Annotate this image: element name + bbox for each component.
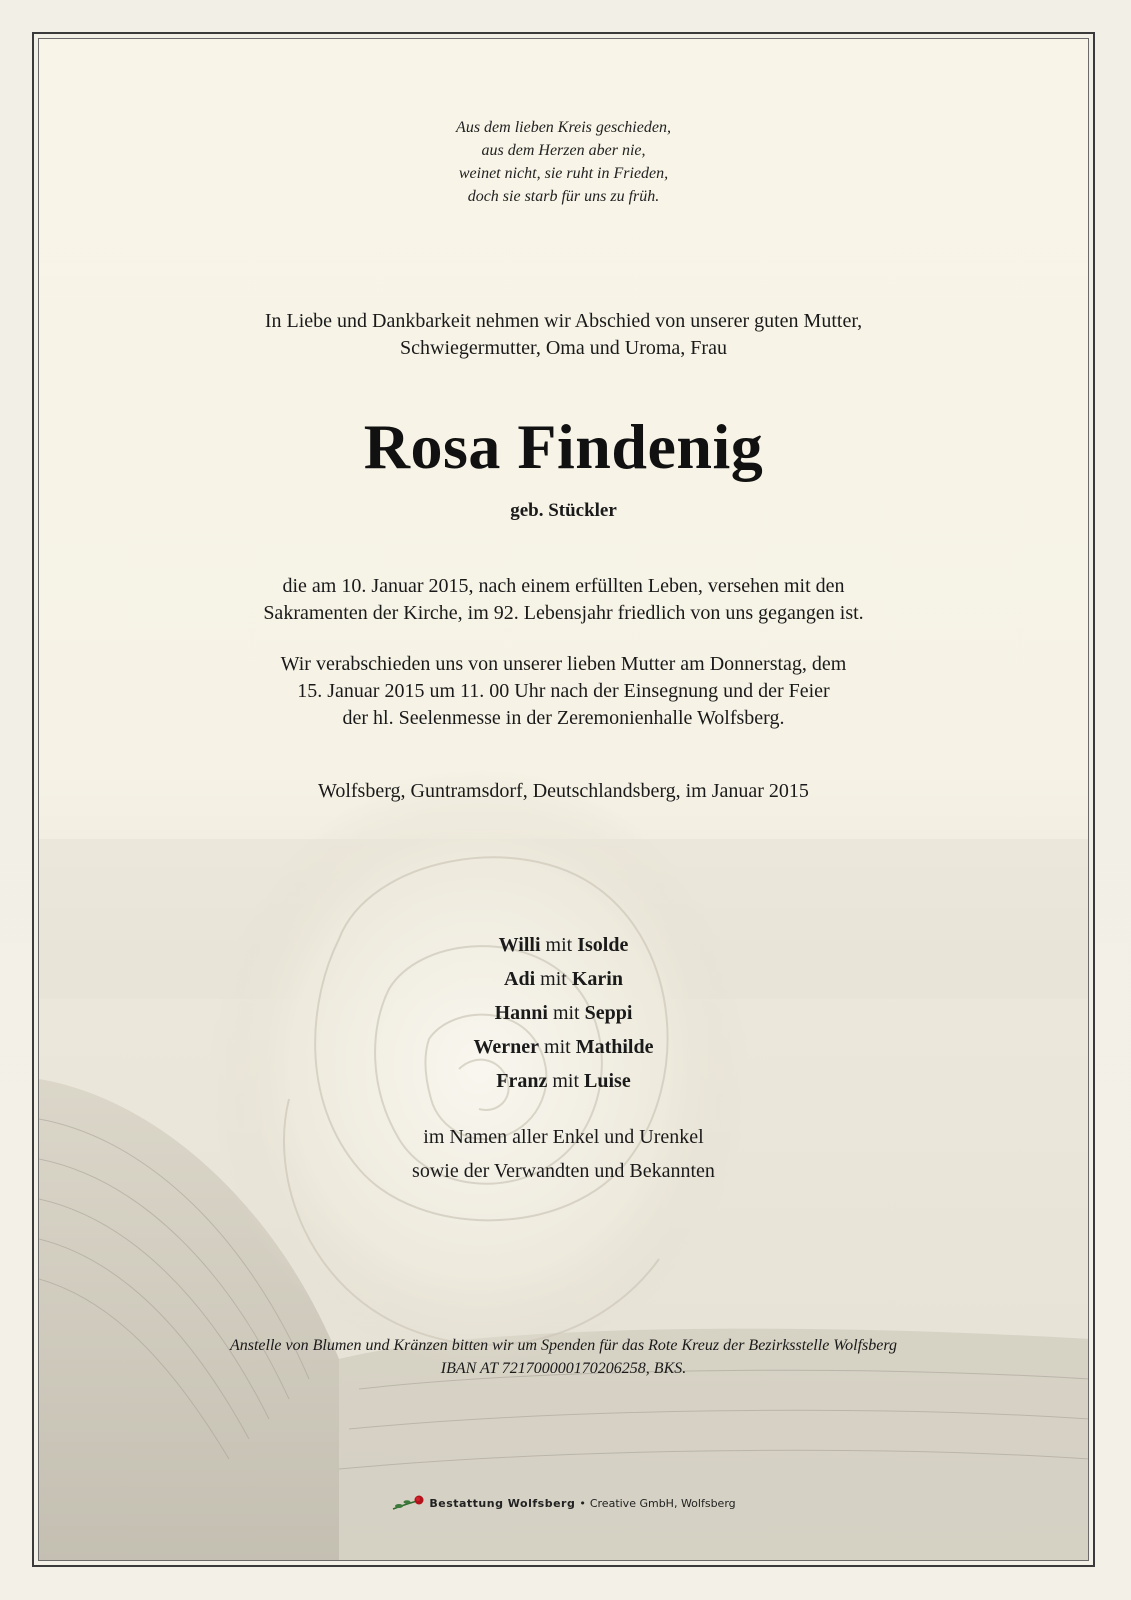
- donation-line: IBAN AT 721700000170206258, BKS.: [440, 1360, 687, 1377]
- mourner-second: Seppi: [584, 1002, 633, 1024]
- mourner-first: Werner: [473, 1036, 540, 1058]
- footer-company: Creative GmbH, Wolfsberg: [589, 1496, 736, 1510]
- rose-logo-icon: [391, 1494, 425, 1512]
- mourner-pair: [38, 1064, 1089, 1098]
- mourner-first: Hanni: [494, 1002, 548, 1024]
- relatives-line: sowie der Verwandten und Bekannten: [412, 1160, 715, 1182]
- mourner-first: Adi: [504, 968, 536, 990]
- mourner-connector: mit: [544, 1036, 571, 1058]
- intro-line: In Liebe und Dankbarkeit nehmen wir Abschied von unserer guten Mutter,: [264, 310, 863, 332]
- verse-line: weinet nicht, sie ruht in Frieden,: [458, 165, 669, 182]
- mourner-first: Willi: [498, 934, 541, 956]
- donation-request: [38, 1334, 1089, 1380]
- deceased-name: Rosa Findenig: [363, 411, 764, 482]
- mourner-second: Mathilde: [575, 1036, 654, 1058]
- mourner-connector: mit: [552, 1002, 580, 1024]
- maiden-name: geb. Stückler: [510, 500, 617, 521]
- intro-line: Schwiegermutter, Oma und Uroma, Frau: [400, 337, 727, 359]
- mourners-list: [38, 928, 1089, 1098]
- death-notice: [38, 573, 1089, 627]
- mourner-connector: mit: [545, 934, 573, 956]
- verse-line: doch sie starb für uns zu früh.: [467, 188, 660, 205]
- mourner-second: Isolde: [577, 934, 629, 956]
- footer-separator: •: [579, 1496, 586, 1510]
- mourner-second: Karin: [571, 968, 623, 990]
- memorial-verse: [38, 116, 1089, 208]
- verse-line: aus dem Herzen aber nie,: [481, 142, 646, 159]
- footer-credit: [38, 1494, 1089, 1512]
- mourner-pair: [38, 1030, 1089, 1064]
- mourner-connector: mit: [552, 1070, 580, 1092]
- relatives-line: im Namen aller Enkel und Urenkel: [423, 1126, 704, 1148]
- place-and-date: Wolfsberg, Guntramsdorf, Deutschlandsberg, im Januar 2015: [318, 780, 809, 802]
- funeral-details: [38, 651, 1089, 732]
- funeral-line: der hl. Seelenmesse in der Zeremonienhalle Wolfsberg.: [342, 707, 785, 729]
- death-notice-line: die am 10. Januar 2015, nach einem erfüllten Leben, versehen mit den: [282, 575, 845, 597]
- verse-line: Aus dem lieben Kreis geschieden,: [456, 119, 671, 136]
- relatives-note: [38, 1120, 1089, 1188]
- obituary-content: [38, 38, 1089, 1561]
- mourner-pair: [38, 928, 1089, 962]
- footer-brand: Bestattung Wolfsberg: [429, 1496, 576, 1510]
- funeral-line: Wir verabschieden uns von unserer lieben Mutter am Donnerstag, dem: [280, 653, 847, 675]
- donation-line: Anstelle von Blumen und Kränzen bitten wir um Spenden für das Rote Kreuz der Bezirksstelle Wolfsberg: [229, 1337, 898, 1354]
- mourner-pair: [38, 962, 1089, 996]
- mourner-first: Franz: [496, 1070, 548, 1092]
- death-notice-line: Sakramenten der Kirche, im 92. Lebensjahr friedlich von uns gegangen ist.: [263, 602, 864, 624]
- mourner-connector: mit: [540, 968, 567, 990]
- mourner-pair: [38, 996, 1089, 1030]
- funeral-line: 15. Januar 2015 um 11. 00 Uhr nach der Einsegnung und der Feier: [297, 680, 830, 702]
- mourner-second: Luise: [584, 1070, 631, 1092]
- intro-text: [38, 308, 1089, 362]
